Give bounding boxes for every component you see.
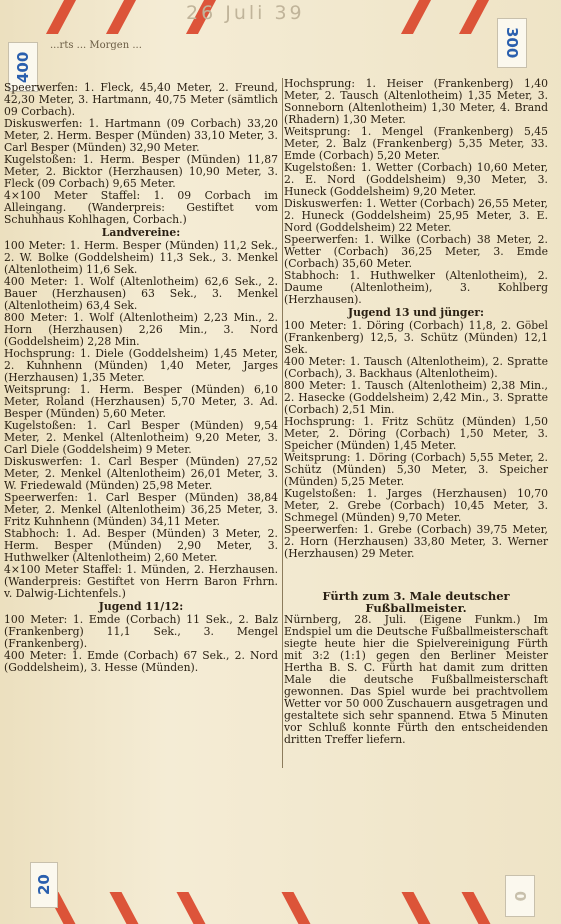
result-paragraph: Hochsprung: 1. Heiser (Frankenberg) 1,40 Meter, 2. Tausch (Altenlotheim) 1,35 Meter, 3. Sonneborn (Altenlotheim) 1,30 Meter, 4. Brand (Rhadern) 1,30 Meter. <box>284 77 548 126</box>
red-tape-strip <box>461 892 490 924</box>
result-paragraph: 800 Meter: 1. Wolf (Altenlotheim) 2,23 Min., 2. Horn (Herzhausen) 2,26 Min., 3. Nord (Goddelsheim) 2,28 Min. <box>4 311 278 348</box>
result-paragraph: Kugelstoßen: 1. Jarges (Herzhausen) 10,70 Meter, 2. Grebe (Corbach) 10,45 Meter, 3. Schmegel (Münden) 9,70 Meter. <box>284 487 548 524</box>
section-heading: Jugend 11/12: <box>98 600 184 613</box>
result-paragraph: Weitsprung: 1. Herm. Besper (Münden) 6,10 Meter, Roland (Herzhausen) 5,70 Meter, 3. Ad. Besper (Münden) 5,60 Meter. <box>4 383 278 420</box>
result-paragraph: 4×100 Meter Staffel: 1. Münden, 2. Herzhausen. (Wanderpreis: Gestiftet von Herrn Baron Frhrn. v. Dalwig-Lichtenfels.) <box>4 563 278 600</box>
result-paragraph: Diskuswerfen: 1. Hartmann (09 Corbach) 33,20 Meter, 2. Herm. Besper (Münden) 33,10 Meter, 3. Carl Besper (Münden) 32,90 Meter. <box>4 117 278 154</box>
pencil-date-annotation: 26 Juli 39 <box>186 2 305 24</box>
result-paragraph: Speerwerfen: 1. Fleck, 45,40 Meter, 2. Freund, 42,30 Meter, 3. Hartmann, 40,75 Meter (sämtlich 09 Corbach). <box>4 81 278 118</box>
article-body: Nürnberg, 28. Juli. (Eigene Funkm.) Im Endspiel um die Deutsche Fußballmeisterschaft siegte heute hier die Spielvereinigung Fürth mit 3:2 (1:1) gegen den Berliner Meister Hertha B. S. C. Fürth hat damit zum dritten Male die deutsche Fußballmeisterschaft gewonnen. Das Spiel wurde bei prachtvollem Wetter vor 50 000 Zuschauern ausgetragen und gestaltete sich sehr spannend. Etwa 5 Minuten vor Schluß konnte Fürth den entscheidenden dritten Treffer liefern. <box>284 613 548 746</box>
red-tape-strip <box>176 892 205 924</box>
scale-tag-bottom-right: 0 <box>505 875 535 917</box>
red-tape-strip <box>281 892 310 924</box>
header-fragment: ...rts ... Morgen ... <box>50 40 142 51</box>
red-tape-strip <box>459 0 489 34</box>
result-paragraph: Hochsprung: 1. Fritz Schütz (Münden) 1,50 Meter, 2. Döring (Corbach) 1,50 Meter, 3. Speicher (Münden) 1,45 Meter. <box>284 415 548 452</box>
red-tape-strip <box>106 0 136 34</box>
section-heading: Landvereine: <box>101 226 181 239</box>
red-tape-strip <box>109 892 138 924</box>
result-paragraph: 400 Meter: 1. Wolf (Altenlotheim) 62,6 Sek., 2. Bauer (Herzhausen) 63 Sek., 3. Menkel (Altenlotheim) 63,4 Sek. <box>4 275 278 312</box>
result-paragraph: Stabhoch: 1. Ad. Besper (Münden) 3 Meter, 2. Herm. Besper (Münden) 2,90 Meter, 3. Huthwelker (Altenlotheim) 2,60 Meter. <box>4 527 278 564</box>
right-column <box>284 78 548 746</box>
result-paragraph: Speerwerfen: 1. Wilke (Corbach) 38 Meter, 2. Wetter (Corbach) 36,25 Meter, 3. Emde (Corbach) 35,60 Meter. <box>284 233 548 270</box>
result-paragraph: 100 Meter: 1. Emde (Corbach) 11 Sek., 2. Balz (Frankenberg) 11,1 Sek., 3. Mengel (Frankenberg). <box>4 613 278 650</box>
scale-tag-bottom-left: 20 <box>30 862 58 908</box>
scale-tag-top-right: 300 <box>497 18 527 68</box>
result-paragraph: Kugelstoßen: 1. Wetter (Corbach) 10,60 Meter, 2. E. Nord (Goddelsheim) 9,30 Meter, 3. Huneck (Goddelsheim) 9,20 Meter. <box>284 161 548 198</box>
section-heading: Jugend 13 und jünger: <box>347 306 485 319</box>
red-tape-strip <box>401 0 431 34</box>
result-paragraph: Kugelstoßen: 1. Herm. Besper (Münden) 11,87 Meter, 2. Bicktor (Herzhausen) 10,90 Meter, 3. Fleck (09 Corbach) 9,65 Meter. <box>4 153 278 190</box>
result-paragraph: 4×100 Meter Staffel: 1. 09 Corbach im Alleingang. (Wanderpreis: Gestiftet vom Schuhhaus Kohlhagen, Corbach.) <box>4 189 278 226</box>
result-paragraph: 100 Meter: 1. Herm. Besper (Münden) 11,2 Sek., 2. W. Bolke (Goddelsheim) 11,3 Sek., 3. Menkel (Altenlotheim) 11,6 Sek. <box>4 239 278 276</box>
result-paragraph: Speerwerfen: 1. Grebe (Corbach) 39,75 Meter, 2. Horn (Herzhausen) 33,80 Meter, 3. Werner (Herzhausen) 29 Meter. <box>284 523 548 560</box>
scale-tag-top-left: 400 <box>8 42 38 92</box>
result-paragraph: Diskuswerfen: 1. Carl Besper (Münden) 27,52 Meter, 2. Menkel (Altenlotheim) 26,01 Meter, 3. W. Friedewald (Münden) 25,98 Meter. <box>4 455 278 492</box>
result-paragraph: 400 Meter: 1. Emde (Corbach) 67 Sek., 2. Nord (Goddelsheim), 3. Hesse (Münden). <box>4 649 278 674</box>
red-tape-strip <box>401 892 430 924</box>
result-paragraph: Weitsprung: 1. Döring (Corbach) 5,55 Meter, 2. Schütz (Münden) 5,30 Meter, 3. Speicher (Münden) 5,25 Meter. <box>284 451 548 488</box>
result-paragraph: 400 Meter: 1. Tausch (Altenlotheim), 2. Spratte (Corbach), 3. Backhaus (Altenlotheim). <box>284 355 548 380</box>
result-paragraph: Speerwerfen: 1. Carl Besper (Münden) 38,84 Meter, 2. Menkel (Altenlotheim) 36,25 Meter, 3. Fritz Kuhnhenn (Münden) 34,11 Meter. <box>4 491 278 528</box>
left-column <box>4 82 278 674</box>
result-paragraph: 100 Meter: 1. Döring (Corbach) 11,8, 2. Göbel (Frankenberg) 12,5, 3. Schütz (Münden) 12,1 Sek. <box>284 319 548 356</box>
column-divider <box>282 78 283 768</box>
result-paragraph: Kugelstoßen: 1. Carl Besper (Münden) 9,54 Meter, 2. Menkel (Altenlotheim) 9,20 Meter, 3. Carl Diele (Goddelsheim) 9 Meter. <box>4 419 278 456</box>
result-paragraph: 800 Meter: 1. Tausch (Altenlotheim) 2,38 Min., 2. Hasecke (Goddelsheim) 2,42 Min., 3. Spratte (Corbach) 2,51 Min. <box>284 379 548 416</box>
result-paragraph: Diskuswerfen: 1. Wetter (Corbach) 26,55 Meter, 2. Huneck (Goddelsheim) 25,95 Meter, 3. E. Nord (Goddelsheim) 22 Meter. <box>284 197 548 234</box>
article-headline: Fürth zum 3. Male deutscher Fußballmeister. <box>322 589 510 615</box>
result-paragraph: Stabhoch: 1. Huthwelker (Altenlotheim), 2. Daume (Altenlotheim), 3. Kohlberg (Herzhausen). <box>284 269 548 306</box>
result-paragraph: Hochsprung: 1. Diele (Goddelsheim) 1,45 Meter, 2. Kuhnhenn (Münden) 1,40 Meter, Jarges (Herzhausen) 1,35 Meter. <box>4 347 278 384</box>
red-tape-strip <box>46 0 76 34</box>
result-paragraph: Weitsprung: 1. Mengel (Frankenberg) 5,45 Meter, 2. Balz (Frankenberg) 5,35 Meter, 33. Emde (Corbach) 5,20 Meter. <box>284 125 548 162</box>
